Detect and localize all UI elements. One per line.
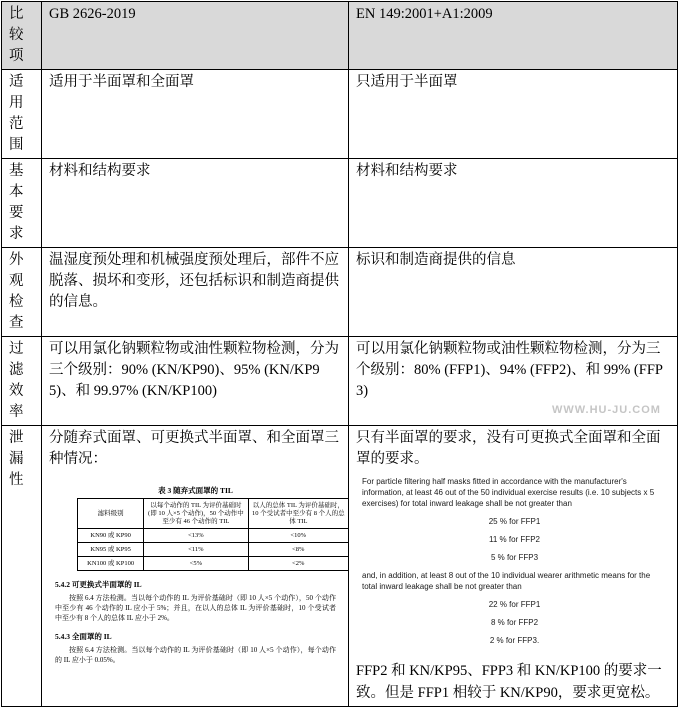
row-label-appearance: 外观检查: [2, 248, 42, 337]
en-leakage-intro: 只有半面罩的要求，没有可更换式全面罩和全面罩的要求。: [356, 430, 661, 467]
row-filtration-efficiency: [2, 337, 678, 426]
section-542-title: 5.4.2 可更换式半面罩的 IL: [55, 580, 142, 589]
ffp2-limit-exercise: 11 % for FFP2: [489, 535, 540, 544]
header-en-standard: EN 149:2001+A1:2009: [349, 2, 678, 70]
til-cell: <8%: [248, 543, 348, 557]
section-543-body: 按照 6.4 方法检测。当以每个动作的 IL 为评价基础时（即 10 人×5 个动作），每个动作的 IL 应小于 0.05%。: [55, 646, 336, 664]
til-row-kn95: [78, 543, 349, 557]
header-gb-standard: GB 2626-2019: [42, 2, 349, 70]
header-row: [2, 2, 678, 70]
row-basic-requirements: [2, 159, 678, 248]
section-542-body: 按照 6.4 方法检测。当以每个动作的 IL 为评价基础时（即 10 人×5 个动作），50 个动作中至少有 46 个动作的 IL 应小于 5%；并且，在以人的总体 IL 为评价基础时，10 个受试者中至少有 8 个人的总体 IL 应小于 2%。: [55, 594, 336, 622]
section-543-title: 5.4.3 全面罩的 IL: [55, 632, 112, 641]
til-cell: <13%: [144, 529, 248, 543]
cell-gb-filtration: 可以用氯化钠颗粒物或油性颗粒物检测，分为三个级别：90% (KN/KP90)、95% (KN/KP95)、和 99.97% (KN/KP100): [42, 337, 349, 426]
cell-gb-leakage: [42, 426, 349, 707]
cell-en-appearance: 标识和制造商提供的信息: [349, 248, 678, 337]
til-header-row: [78, 499, 349, 529]
til-table-caption: 表 3 随弃式面罩的 TIL: [158, 486, 233, 495]
cell-en-scope: 只适用于半面罩: [349, 70, 678, 159]
til-row-kn100: [78, 557, 349, 571]
ffp1-limit-exercise: 25 % for FFP1: [488, 517, 541, 526]
til-table: [77, 498, 349, 571]
cell-gb-appearance: 温湿度预处理和机械强度预处理后，部件不应脱落、损坏和变形，还包括标识和制造商提供的信息。: [42, 248, 349, 337]
til-cell: <11%: [144, 543, 248, 557]
row-label-filtration: 过滤效率: [2, 337, 42, 426]
ffp1-limit-wearer: 22 % for FFP1: [488, 600, 541, 609]
gb-leakage-intro: 分随弃式面罩、可更换式半面罩、和全面罩三种情况：: [49, 430, 339, 467]
en-excerpt-para1: For particle filtering half masks fitted in accordance with the manufacturer's information, at least 46 out of the 50 individual exercise results (i.e. 10 subjects x 5 exercises) for total inward leakage shall be not greater than: [362, 477, 655, 508]
til-cell: KN90 或 KP90: [78, 529, 144, 543]
cell-en-filtration: 可以用氯化钠颗粒物或油性颗粒物检测，分为三个级别：80% (FFP1)、94% (FFP2)、和 99% (FFP3): [349, 337, 678, 426]
til-header-per-subject: 以人的总体 TIL 为评价基础时，10 个受试者中至少有 8 个人的总体 TIL: [248, 499, 348, 529]
til-cell: KN100 或 KP100: [78, 557, 144, 571]
row-scope: [2, 70, 678, 159]
cell-en-basic: 材料和结构要求: [349, 159, 678, 248]
en-standard-excerpt: [362, 476, 667, 646]
row-label-basic: 基本要求: [2, 159, 42, 248]
til-cell: <2%: [248, 557, 348, 571]
til-cell: <5%: [144, 557, 248, 571]
header-item-column: 比较项: [2, 2, 42, 70]
row-label-leakage: 泄漏性: [2, 426, 42, 707]
site-watermark: WWW.HU-JU.COM: [552, 404, 661, 416]
row-label-scope: 适用范围: [2, 70, 42, 159]
comparison-table: [1, 1, 678, 707]
til-cell: KN95 或 KP95: [78, 543, 144, 557]
til-header-per-exercise: 以每个动作的 TIL 为评价基础时(即 10 人×5 个动作)，50 个动作中至少有 46 个动作的 TIL: [144, 499, 248, 529]
til-header-grade: 滤料级别: [78, 499, 144, 529]
cell-gb-basic: 材料和结构要求: [42, 159, 349, 248]
en-excerpt-para2: and, in addition, at least 8 out of the 10 individual wearer arithmetic means for the total inward leakage shall be not greater than: [362, 571, 651, 591]
til-row-kn90: [78, 529, 349, 543]
cell-gb-scope: 适用于半面罩和全面罩: [42, 70, 349, 159]
row-leakage: [2, 426, 678, 707]
row-appearance-inspection: [2, 248, 678, 337]
ffp2-limit-wearer: 8 % for FFP2: [490, 618, 539, 627]
en-leakage-conclusion: FFP2 和 KN/KP95、FPP3 和 KN/KP100 的要求一致。但是 FFP1 相较于 KN/KP90，要求更宽松。: [356, 663, 662, 701]
til-cell: <10%: [248, 529, 348, 543]
ffp3-limit-wearer: 2 % for FFP3.: [489, 636, 540, 645]
ffp3-limit-exercise: 5 % for FFP3: [490, 553, 539, 562]
cell-en-leakage: [349, 426, 678, 707]
